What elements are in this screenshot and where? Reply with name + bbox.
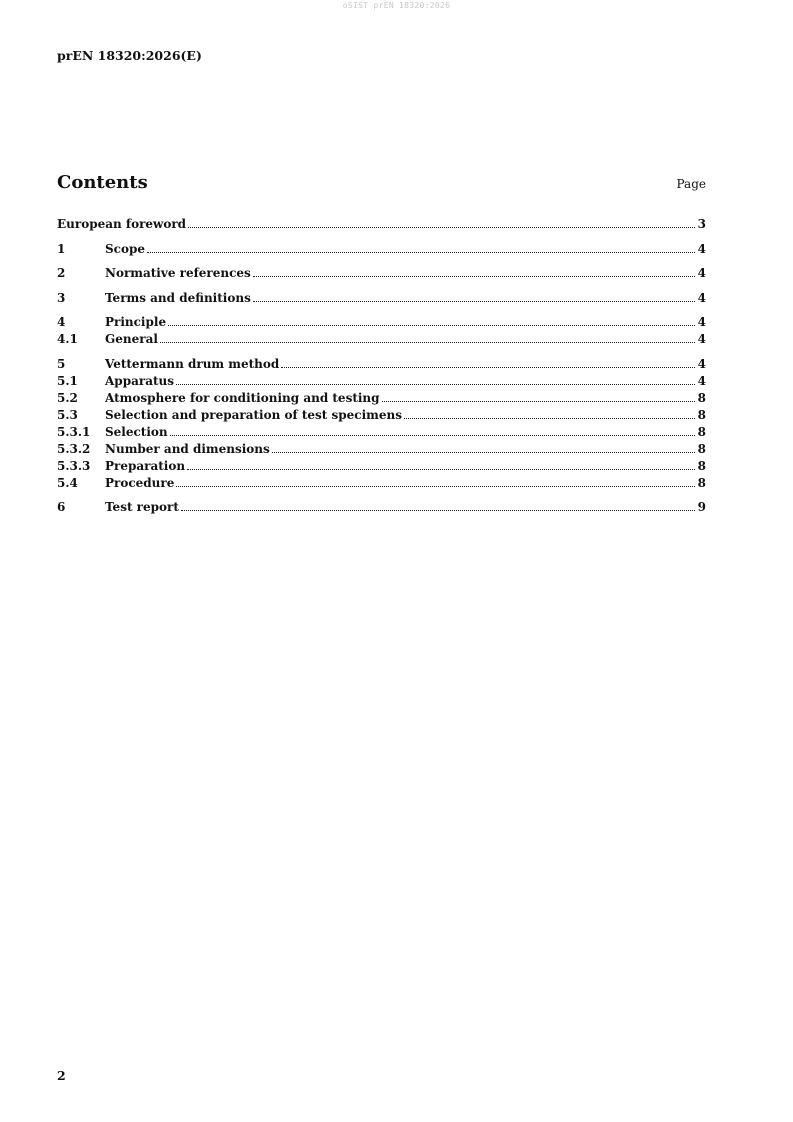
document-identifier: prEN 18320:2026(E) bbox=[57, 48, 202, 63]
toc-entry-page: 4 bbox=[697, 373, 706, 388]
toc-entry-page: 8 bbox=[697, 390, 706, 405]
toc-entry-atmosphere[interactable] bbox=[57, 390, 706, 407]
dot-leader bbox=[188, 226, 695, 228]
toc-entry-number: 5 bbox=[57, 356, 66, 371]
toc-entry-title: European foreword bbox=[57, 217, 187, 231]
toc-entry-title: Normative references bbox=[105, 266, 251, 280]
toc-entry-number: 5.4 bbox=[57, 475, 78, 490]
toc-entry-number: 5.2 bbox=[57, 390, 78, 405]
toc-entry-title: Selection bbox=[105, 424, 168, 439]
dot-leader bbox=[404, 417, 695, 419]
toc-title: Contents bbox=[57, 172, 148, 193]
toc-entry-title: Apparatus bbox=[105, 373, 174, 388]
toc-entry-number: 5.3 bbox=[57, 407, 78, 422]
toc-entry-test-report[interactable] bbox=[57, 499, 706, 516]
dot-leader bbox=[253, 275, 695, 277]
toc-entry-scope[interactable] bbox=[57, 241, 706, 258]
toc-entry-title: Procedure bbox=[105, 475, 175, 490]
toc-entry-number: 6 bbox=[57, 500, 66, 514]
toc-entry-title: Test report bbox=[105, 500, 179, 514]
dot-leader bbox=[281, 366, 694, 368]
dot-leader bbox=[272, 451, 695, 453]
toc-entry-title: Scope bbox=[105, 241, 146, 256]
toc-entry-normative-references[interactable] bbox=[57, 265, 706, 282]
toc-entry-number: 5.3.2 bbox=[57, 441, 91, 456]
toc-entry-principle[interactable] bbox=[57, 314, 706, 331]
toc-entry-terms-and-definitions[interactable] bbox=[57, 290, 706, 307]
dot-leader bbox=[253, 300, 695, 302]
toc-entry-number: 1 bbox=[57, 241, 66, 256]
dot-leader bbox=[382, 400, 695, 402]
toc-entry-title: Number and dimensions bbox=[105, 441, 270, 456]
toc-entry-procedure[interactable] bbox=[57, 475, 706, 492]
table-of-contents bbox=[57, 216, 706, 516]
toc-entry-title: Terms and definitions bbox=[105, 290, 251, 305]
toc-entry-apparatus[interactable] bbox=[57, 373, 706, 390]
toc-entry-number: 5.3.1 bbox=[57, 424, 91, 439]
toc-entry-page: 4 bbox=[697, 356, 706, 371]
toc-entry-title: Preparation bbox=[105, 458, 186, 473]
toc-entry-page: 8 bbox=[697, 441, 706, 456]
toc-entry-number: 3 bbox=[57, 290, 66, 305]
toc-entry-page: 8 bbox=[697, 458, 706, 473]
dot-leader bbox=[147, 251, 695, 253]
dot-leader bbox=[176, 383, 695, 385]
toc-entry-selection[interactable] bbox=[57, 424, 706, 441]
toc-entry-european-foreword[interactable] bbox=[57, 216, 706, 233]
toc-entry-number: 2 bbox=[57, 266, 66, 280]
dot-leader bbox=[160, 341, 695, 343]
toc-header bbox=[57, 172, 706, 193]
toc-entry-page: 8 bbox=[697, 475, 706, 490]
toc-entry-page: 8 bbox=[697, 407, 706, 422]
dot-leader bbox=[176, 485, 694, 487]
toc-entry-title: Atmosphere for conditioning and testing bbox=[105, 390, 380, 405]
toc-entry-page: 3 bbox=[697, 217, 706, 231]
toc-entry-page: 4 bbox=[697, 315, 706, 329]
toc-entry-page: 8 bbox=[697, 424, 706, 439]
toc-entry-title: Vettermann drum method bbox=[105, 356, 280, 371]
toc-entry-title: General bbox=[105, 332, 158, 346]
toc-entry-number-and-dimensions[interactable] bbox=[57, 441, 706, 458]
watermark: oSIST prEN 18320:2026 bbox=[342, 1, 451, 10]
toc-entry-selection-and-preparation[interactable] bbox=[57, 407, 706, 424]
toc-entry-page: 9 bbox=[697, 500, 706, 514]
toc-entry-page: 4 bbox=[697, 241, 706, 256]
toc-page-label: Page bbox=[676, 177, 706, 191]
toc-entry-number: 5.3.3 bbox=[57, 458, 91, 473]
toc-entry-title: Principle bbox=[105, 315, 167, 329]
dot-leader bbox=[187, 468, 695, 470]
toc-entry-number: 4.1 bbox=[57, 332, 78, 346]
dot-leader bbox=[168, 324, 695, 326]
dot-leader bbox=[181, 509, 695, 511]
toc-entry-number: 4 bbox=[57, 315, 66, 329]
toc-entry-number: 5.1 bbox=[57, 373, 78, 388]
toc-entry-page: 4 bbox=[697, 290, 706, 305]
toc-entry-general[interactable] bbox=[57, 331, 706, 348]
toc-entry-title: Selection and preparation of test specimens bbox=[105, 407, 402, 422]
dot-leader bbox=[170, 434, 695, 436]
toc-entry-page: 4 bbox=[697, 332, 706, 346]
toc-entry-preparation[interactable] bbox=[57, 458, 706, 475]
toc-entry-page: 4 bbox=[697, 266, 706, 280]
toc-entry-vettermann-drum-method[interactable] bbox=[57, 356, 706, 373]
page-number: 2 bbox=[57, 1068, 66, 1083]
